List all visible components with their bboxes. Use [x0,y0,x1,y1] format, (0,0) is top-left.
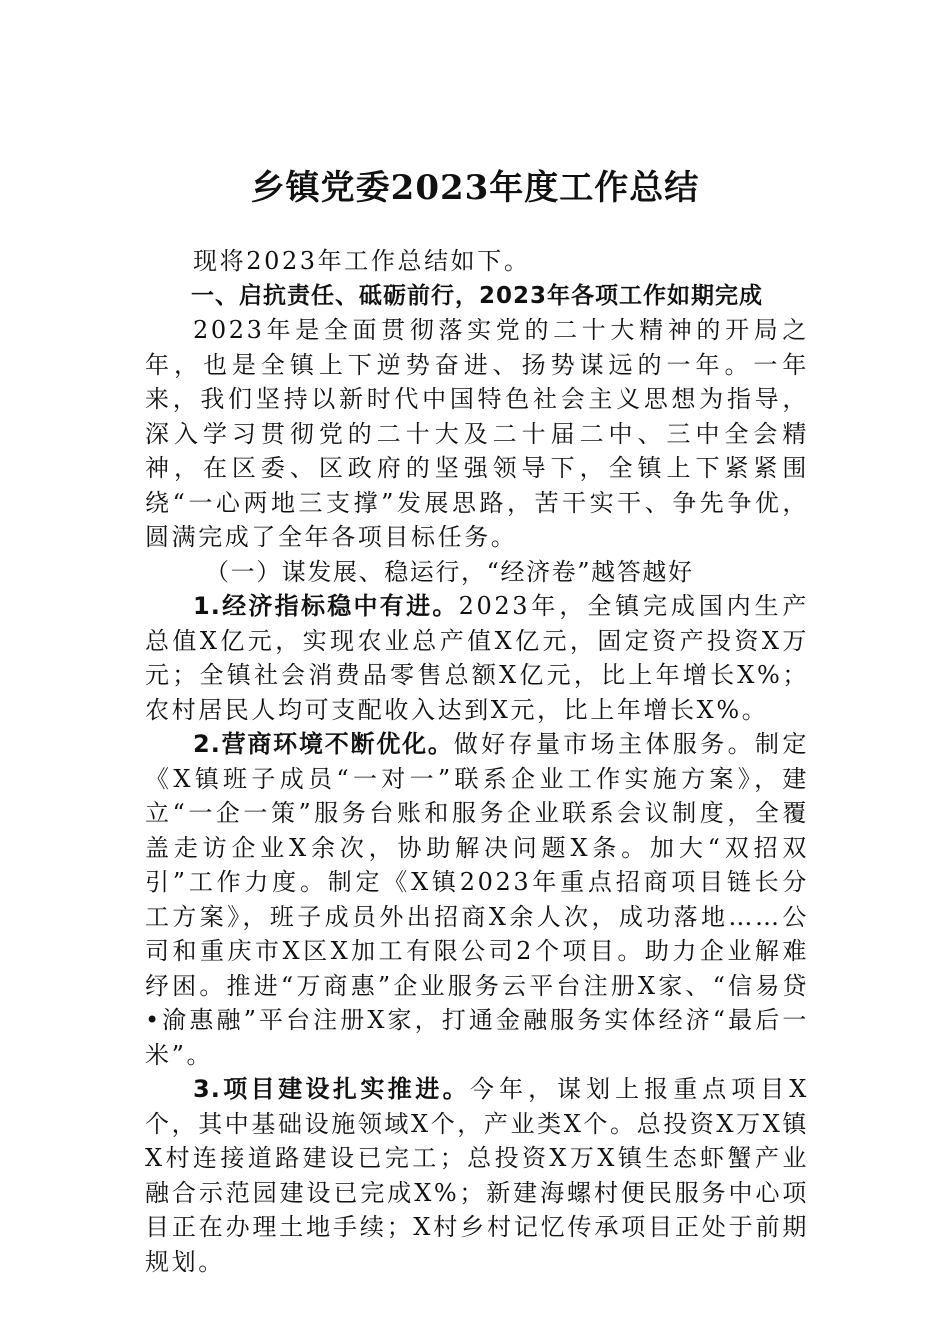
section-heading: 一、启抗责任、砥砺前行，2023年各项工作如期完成 [191,282,764,309]
item-text-1: 2023年，全镇完成国内生产总值X亿元，实现农业总产值X亿元，固定资产投资X万元；全镇社会消费品零售总额X亿元，比上年增长X%；农村居民人均可支配收入达到X元，比上年增长X%。 [145,592,809,724]
item-lead-3: 3.项目建设扎实推进。 [193,1075,471,1103]
subsection-heading: （一）谋发展、稳运行，“经济卷”越答越好 [205,557,694,586]
item-text-2: 做好存量市场主体服务。制定《X镇班子成员“一对一”联系企业工作实施方案》，建立“一企一策”服务台账和服务企业联系会议制度，全覆盖走访企业X余次，协助解决问题X条。加大“双招双引”工作力度。制定《X镇2023年重点招商项目链长分工方案》，班子成员外出招商X余人次，成功落地……公司和重庆市X区X加工有限公司2个项目。助力企业解难纾困。推进“万商惠”企业服务云平台注册X家、“信易贷•渝惠融”平台注册X家，打通金融服务实体经济“最后一米”。 [145,730,809,1069]
item-lead-1: 1.经济指标稳中有进。 [193,592,459,620]
item-paragraph-1 [145,589,809,727]
document-body [145,244,809,1279]
item-text-3: 今年，谋划上报重点项目X个，其中基础设施领域X个，产业类X个。总投资X万X镇X村连接道路建设已完工；总投资X万X镇生态虾蟹产业融合示范园建设已完成X%；新建海螺村便民服务中心项目正在办理土地手续；X村乡村记忆传承项目正处于前期规划。 [145,1075,809,1276]
intro-paragraph: 现将2023年工作总结如下。 [193,247,531,275]
document-title: 乡镇党委2023年度工作总结 [250,168,700,208]
item-lead-2: 2.营商环境不断优化。 [193,730,454,758]
item-paragraph-3 [145,1072,809,1279]
item-paragraph-2 [145,727,809,1072]
section-paragraph: 2023年是全面贯彻落实党的二十大精神的开局之年，也是全镇上下逆势奋进、扬势谋远的一年。一年来，我们坚持以新时代中国特色社会主义思想为指导，深入学习贯彻党的二十大及二十届二中、三中全会精神，在区委、区政府的坚强领导下，全镇上下紧紧围绕“一心两地三支撑”发展思路，苦干实干、争先争优，圆满完成了全年各项目标任务。 [145,316,809,551]
